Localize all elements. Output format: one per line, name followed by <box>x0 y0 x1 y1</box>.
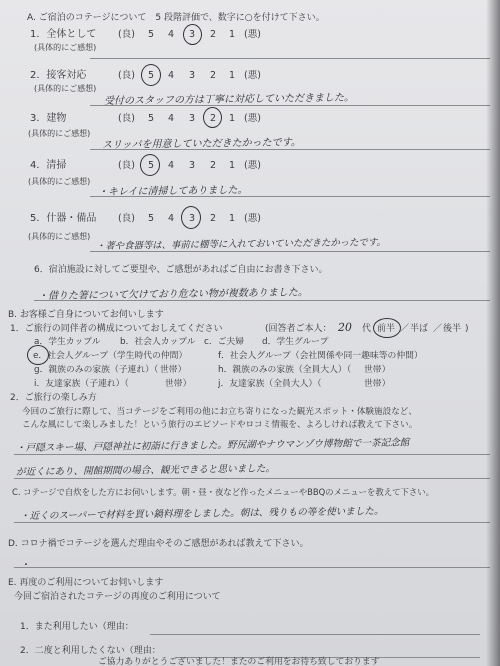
scale-3: 3 <box>189 160 196 171</box>
good-label: (良) <box>118 213 135 224</box>
option-e: e．社会人グループ（学生時代の仲間） <box>33 351 188 361</box>
scale-4: 4 <box>168 113 175 124</box>
bad-label: (悪) <box>244 29 261 40</box>
option-j-households: 世帯） <box>364 379 391 389</box>
e-q2: 2．二度と利用したくない（理由： <box>20 646 161 656</box>
scale-2: 2 <box>210 213 217 224</box>
bad-label: (悪) <box>244 70 261 81</box>
section-a-header: A. ご宿泊のコテージについて 5 段階評価で、数字に○を付けて下さい。 <box>27 13 325 23</box>
bad-label: (悪) <box>244 213 261 224</box>
good-label: (良) <box>118 113 135 124</box>
answer-line <box>90 58 490 59</box>
section-e-header: E. 再度のご利用についてお伺いします <box>8 578 164 588</box>
scale-4: 4 <box>168 70 175 81</box>
respondent-age-prefix: (回答者ご本人： <box>265 324 332 334</box>
page-edge-shadow <box>486 0 500 666</box>
selected-circle <box>181 206 201 229</box>
detail-label: (具体的にご感想) <box>28 129 91 138</box>
section-e-sub: 今回ご宿泊されたコテージの再度のご利用について <box>14 592 221 602</box>
option-i-households: 世帯） <box>165 379 192 389</box>
scale-2: 2 <box>210 29 217 40</box>
answer-line <box>90 149 490 150</box>
good-label: (良) <box>118 29 135 40</box>
scale-4: 4 <box>168 160 175 171</box>
option-b: b．社会人カップル <box>120 337 196 347</box>
scale-2: 2 <box>210 160 217 171</box>
scale-1: 1 <box>229 29 236 40</box>
answer-line <box>14 454 490 455</box>
selected-circle <box>140 154 160 176</box>
scale-5: 5 <box>148 213 155 224</box>
answer-line <box>150 634 480 635</box>
detail-label: (具体的にご感想) <box>34 84 97 93</box>
scale-3: 3 <box>189 113 196 124</box>
option-h: h．親族のみの家族（全員大人）（ <box>218 365 352 375</box>
option-h-households: 世帯） <box>364 365 391 375</box>
b-q2-answer-2: が近くにあり、開館期間の場合、観光できると思いました。 <box>15 463 276 478</box>
item-2-comment: 受付のスタッフの方は丁寧に対応していただきました。 <box>103 92 355 107</box>
respondent-age-value: 20 <box>337 320 353 334</box>
scale-1: 1 <box>229 160 236 171</box>
scale-2: 2 <box>210 113 217 124</box>
option-j: j．友達家族（全員大人）（ <box>218 379 322 389</box>
age-period-close: ) <box>465 324 469 334</box>
scale-1: 1 <box>229 113 236 124</box>
answer-line <box>14 522 490 523</box>
item-3-comment: スリッパを用意していただきたかったです。 <box>101 137 301 151</box>
d-answer: ・ <box>19 559 31 571</box>
age-period-early: 前半 <box>377 324 396 334</box>
e-q1: 1．また利用したい（理由： <box>20 622 134 632</box>
item-1-label: 1．全体として <box>30 29 97 40</box>
respondent-age-unit: 代 <box>362 324 372 334</box>
scale-3: 3 <box>189 213 196 224</box>
item-5-label: 5．什器・備品 <box>30 213 97 224</box>
answer-line <box>14 478 490 479</box>
selected-circle <box>183 24 202 45</box>
age-period-mid: 半ば <box>410 324 429 334</box>
item-6-comment: ・借りた箸について欠けており危ない物が複数ありました。 <box>37 287 308 302</box>
b-q2-text-1: 今回のご旅行に際して、当コテージをご利用の他にお立ち寄りになった観光スポット・体験施設など、 <box>22 407 417 417</box>
option-f: f．社会人グループ（会社関係や同一趣味等の仲間） <box>218 351 423 361</box>
detail-label: (具体的にご感想) <box>34 43 97 52</box>
selected-circle <box>141 64 161 86</box>
scale-5: 5 <box>148 113 155 124</box>
option-g: g．親族のみの家族（子連れ）（ <box>34 365 159 375</box>
item-4-comment: ・キレイに清掃してありました。 <box>97 184 248 198</box>
age-period-late: 後半 <box>443 324 462 334</box>
option-d: d．学生グループ <box>262 337 329 347</box>
scale-3: 3 <box>189 70 196 81</box>
scale-3: 3 <box>189 29 196 40</box>
c-answer: ・近くのスーパーで材料を買い鍋料理をしました。朝は、残りもの等を使いました。 <box>19 505 384 522</box>
item-2-label: 2．接客対応 <box>30 70 87 81</box>
option-a: a．学生カップル <box>34 337 101 347</box>
good-label: (良) <box>118 70 135 81</box>
option-i: i．友達家族（子連れ）（ <box>34 379 129 389</box>
section-c-header: C. コテージで自炊をした方にお伺いします。朝・昼・夜など作ったメニューやBBQのメニューを教えて下さい。 <box>12 487 435 497</box>
item-5-comment: ・著や食器等は、事前に棚等に入れておいていただきたかったです。 <box>95 236 386 252</box>
section-b-header: B. お客様ご自身についてお伺いします <box>8 310 164 320</box>
scale-4: 4 <box>168 213 175 224</box>
scale-1: 1 <box>229 70 236 81</box>
detail-label: (具体的にご感想) <box>28 177 91 186</box>
age-period-sep: ／ <box>433 324 443 334</box>
b-q1: 1．ご旅行の同伴者の構成についておしえてください <box>10 324 223 334</box>
answer-line <box>34 300 490 301</box>
good-label: (良) <box>118 160 135 171</box>
b-q2: 2．ご旅行の楽しみ方 <box>10 393 97 403</box>
option-c: c．ご夫婦 <box>204 337 245 347</box>
selected-circle <box>27 345 49 365</box>
item-4-label: 4．清掃 <box>30 160 67 171</box>
selected-circle <box>373 318 401 338</box>
thanks-message: ご協力ありがとうございました！またのご利用をお待ち致しております <box>98 657 380 666</box>
bad-label: (悪) <box>244 160 261 171</box>
detail-label: (具体的にご感想) <box>28 232 91 241</box>
answer-line <box>90 196 490 197</box>
scale-2: 2 <box>210 70 217 81</box>
section-d-header: D. コロナ禍でコテージを選んだ理由やそのご感想があれば教えて下さい。 <box>8 539 309 549</box>
b-q2-answer-1: ・戸隠スキー場、戸隠神社に初詣に行きました。野尻湖やナウマンゾウ博物館で一茶記念館 <box>15 437 410 454</box>
item-6-label: 6．宿泊施設に対してご要望や、ご感想があればご自由にお書き下さい。 <box>34 265 328 275</box>
option-g-households: 世帯） <box>160 365 187 375</box>
answer-line <box>14 567 490 568</box>
answer-line <box>90 251 490 252</box>
selected-circle <box>203 107 222 128</box>
bad-label: (悪) <box>244 113 261 124</box>
item-3-label: 3．建物 <box>30 113 67 124</box>
scale-5: 5 <box>148 160 155 171</box>
scale-4: 4 <box>168 29 175 40</box>
scale-1: 1 <box>229 213 236 224</box>
scale-5: 5 <box>148 70 155 81</box>
answer-line <box>90 105 490 106</box>
scale-5: 5 <box>148 29 155 40</box>
age-period-sep: ／ <box>400 324 410 334</box>
b-q2-text-2: こんな風にして楽しみました！という旅行のエピソードやロコミ情報を、よろしければ教えて下さい。 <box>22 420 418 430</box>
